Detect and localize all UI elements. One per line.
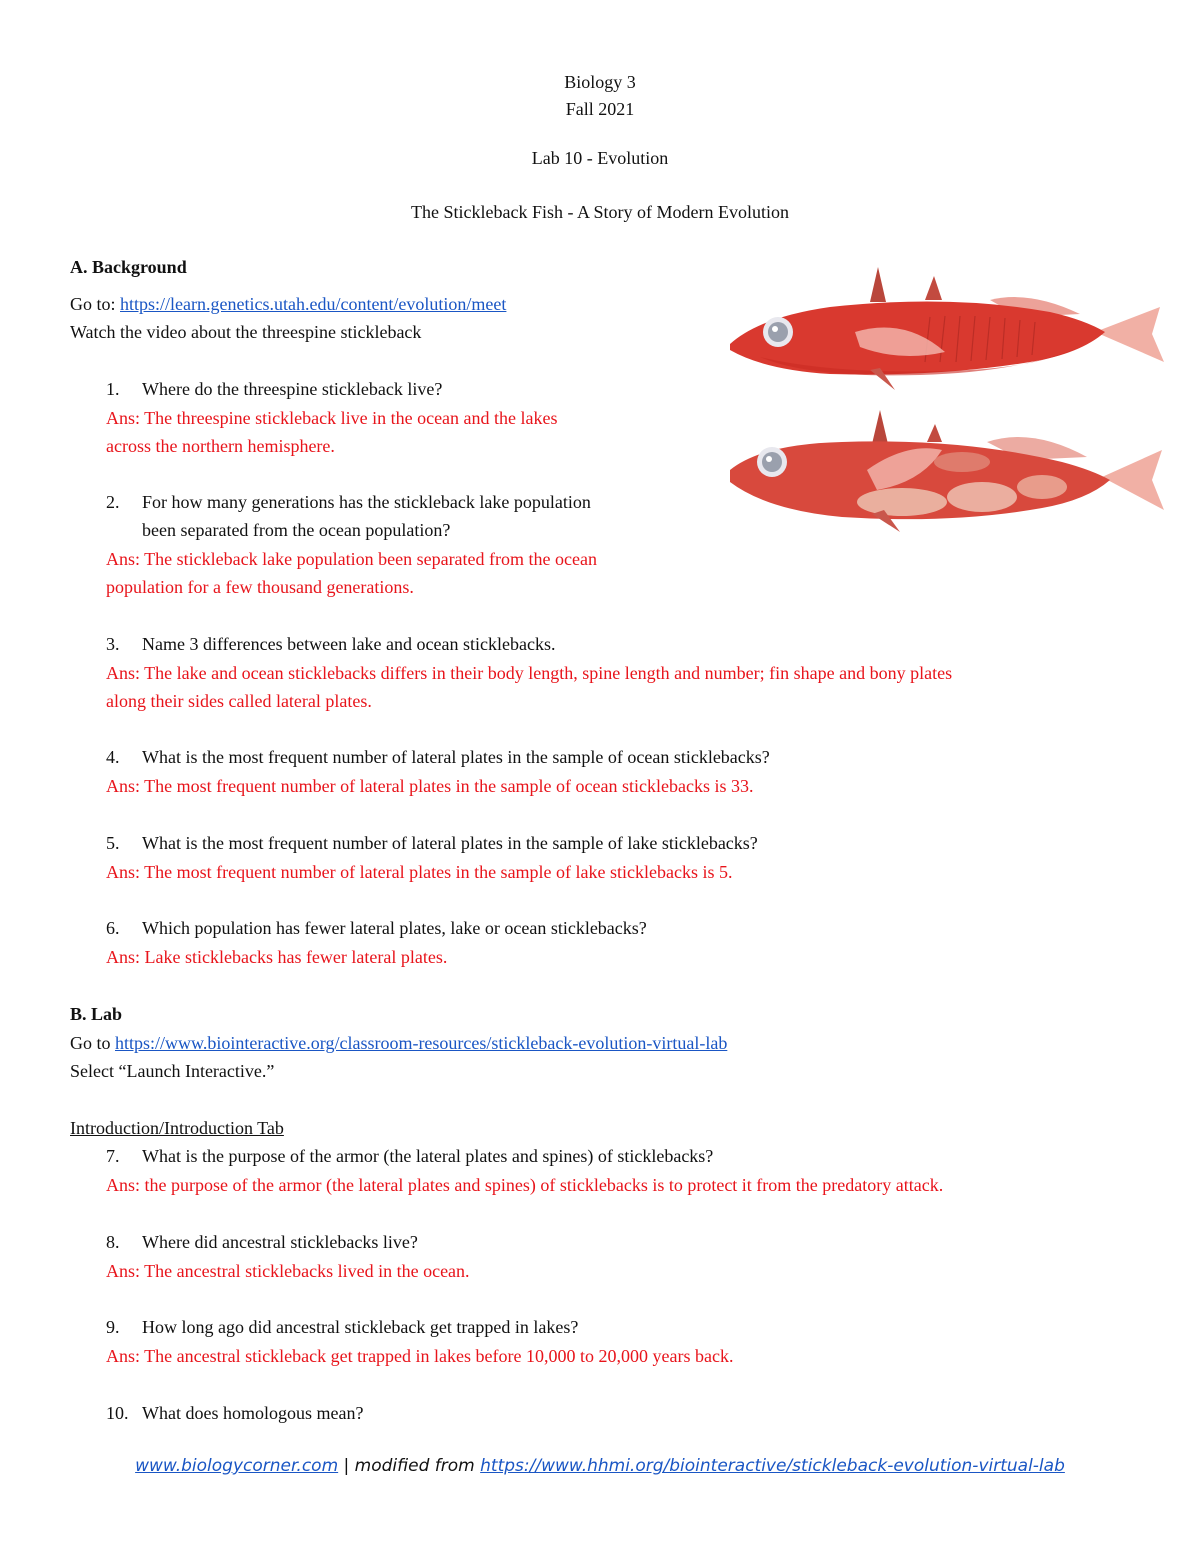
footer-separator: | modified from <box>338 1456 481 1476</box>
question-2-line-2: been separated from the ocean population? <box>142 520 451 540</box>
section-b-instruction: Select “Launch Interactive.” <box>70 1061 275 1081</box>
answer-3-line-2: along their sides called lateral plates. <box>106 691 372 711</box>
answer-4: Ans: The most frequent number of lateral plates in the sample of ocean sticklebacks is 33. <box>106 776 754 796</box>
biointeractive-link[interactable]: https://www.biointeractive.org/classroom-resources/stickleback-evolution-virtual-lab <box>115 1033 728 1053</box>
section-a-instruction: Watch the video about the threespine stickleback <box>70 322 422 342</box>
section-b-heading: B. Lab <box>70 1004 123 1024</box>
question-3: 3. Name 3 differences between lake and ocean sticklebacks. <box>106 634 556 654</box>
course-title: Biology 3 <box>564 72 636 92</box>
question-1: 1. Where do the threespine stickleback live? <box>106 379 443 399</box>
hhmi-link[interactable]: https://www.hhmi.org/biointeractive/stickleback-evolution-virtual-lab <box>480 1456 1065 1476</box>
answer-2-line-1: Ans: The stickleback lake population been separated from the ocean <box>106 549 597 569</box>
answer-1-line-1: Ans: The threespine stickleback live in the ocean and the lakes <box>106 408 558 428</box>
footer <box>0 1456 1200 1476</box>
question-7: 7. What is the purpose of the armor (the lateral plates and spines) of sticklebacks? <box>106 1146 714 1166</box>
question-10: 10. What does homologous mean? <box>106 1403 364 1423</box>
question-9: 9. How long ago did ancestral stickleback get trapped in lakes? <box>106 1317 579 1337</box>
introduction-tab-heading: Introduction/Introduction Tab <box>70 1118 284 1138</box>
goto-prefix: Go to: <box>70 294 121 314</box>
stickleback-fish-lake-image <box>722 402 1172 537</box>
lab-title: Lab 10 - Evolution <box>531 148 669 168</box>
utah-genetics-link[interactable]: https://learn.genetics.utah.edu/content/evolution/meet <box>120 294 507 314</box>
goto-prefix-b: Go to <box>70 1033 115 1053</box>
answer-7: Ans: the purpose of the armor (the lateral plates and spines) of sticklebacks is to protect it from the predatory attack. <box>106 1175 944 1195</box>
section-a-goto <box>70 294 506 315</box>
answer-8: Ans: The ancestral sticklebacks lived in the ocean. <box>106 1261 470 1281</box>
section-a-heading: A. Background <box>70 257 187 277</box>
question-8: 8. Where did ancestral sticklebacks live? <box>106 1232 418 1252</box>
answer-9: Ans: The ancestral stickleback get trapped in lakes before 10,000 to 20,000 years back. <box>106 1346 734 1366</box>
question-4: 4. What is the most frequent number of lateral plates in the sample of ocean sticklebacks? <box>106 747 770 767</box>
document-title: The Stickleback Fish - A Story of Modern Evolution <box>411 202 789 222</box>
term: Fall 2021 <box>565 99 635 119</box>
answer-1-line-2: across the northern hemisphere. <box>106 436 335 456</box>
question-2: 2. For how many generations has the stickleback lake population <box>106 492 591 512</box>
question-6: 6. Which population has fewer lateral plates, lake or ocean sticklebacks? <box>106 918 647 938</box>
section-b-goto <box>70 1033 727 1054</box>
biologycorner-link[interactable]: www.biologycorner.com <box>135 1456 339 1476</box>
answer-2-line-2: population for a few thousand generations. <box>106 577 414 597</box>
answer-5: Ans: The most frequent number of lateral plates in the sample of lake sticklebacks is 5. <box>106 862 733 882</box>
answer-3-line-1: Ans: The lake and ocean sticklebacks differs in their body length, spine length and number; fin shape and bony plates <box>106 663 953 683</box>
question-5: 5. What is the most frequent number of lateral plates in the sample of lake sticklebacks? <box>106 833 758 853</box>
answer-6: Ans: Lake sticklebacks has fewer lateral plates. <box>106 947 448 967</box>
stickleback-fish-ocean-image <box>720 262 1170 397</box>
